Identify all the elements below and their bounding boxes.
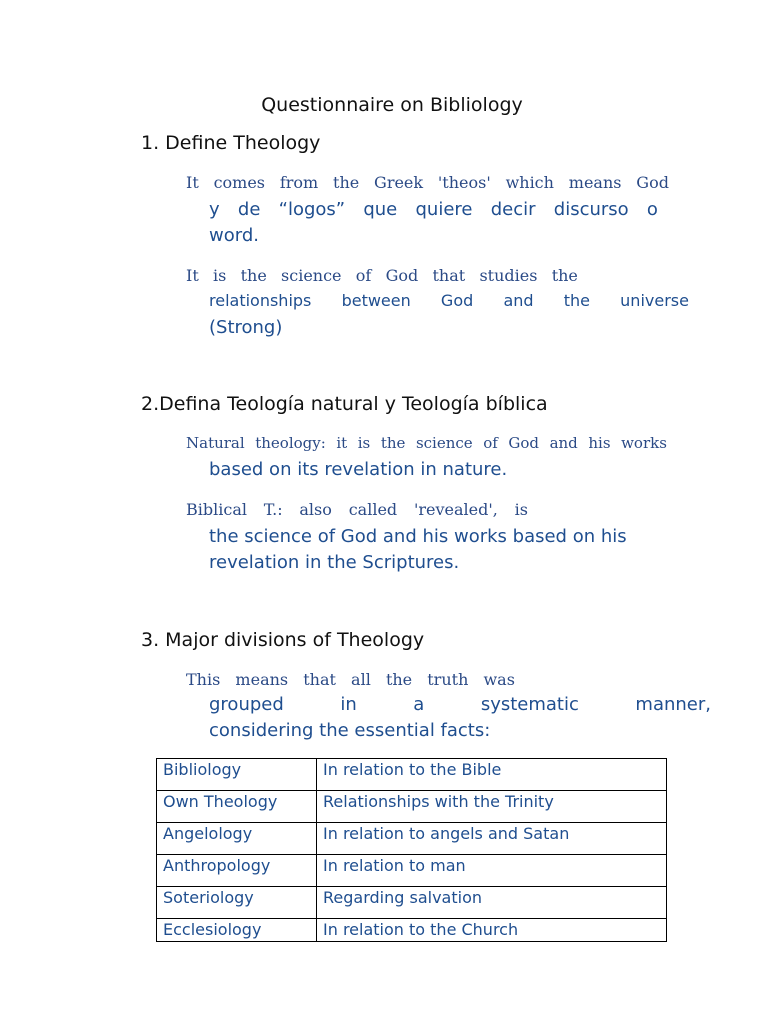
s1-p2-line3: (Strong) — [209, 317, 283, 338]
table-row — [157, 791, 667, 823]
table-row — [157, 823, 667, 855]
word: called — [348, 500, 398, 519]
page-title: Questionnaire on Bibliology — [261, 94, 523, 116]
section-2-heading: 2.Defina Teología natural y Teología bíblica — [141, 393, 548, 415]
division-description: In relation to angels and Satan — [317, 823, 667, 855]
division-description: Regarding salvation — [317, 887, 667, 919]
word: universe — [620, 291, 689, 310]
word: from — [279, 173, 319, 192]
word: T.: — [263, 500, 283, 519]
s1-p1-line3: word. — [209, 225, 259, 246]
word: It — [186, 266, 199, 285]
word: studies — [479, 266, 538, 285]
division-description: In relation to man — [317, 855, 667, 887]
word: the — [563, 291, 590, 310]
word: truth — [427, 670, 469, 689]
s3-p1-line2 — [209, 694, 711, 715]
word: and — [503, 291, 534, 310]
word: systematic — [480, 694, 579, 715]
table-row — [157, 759, 667, 791]
division-description: Relationships with the Trinity — [317, 791, 667, 823]
s1-p1-line2 — [209, 199, 658, 220]
word: is — [357, 434, 371, 452]
section-1-heading: 1. Define Theology — [141, 132, 321, 154]
word: Natural — [186, 434, 245, 452]
word: works — [621, 434, 667, 452]
word: a — [413, 694, 425, 715]
word: of — [355, 266, 372, 285]
s1-p2-line2 — [209, 291, 689, 310]
word: the — [240, 266, 267, 285]
word: “logos” — [278, 199, 346, 220]
word: science — [415, 434, 473, 452]
word: decir — [490, 199, 536, 220]
word: relationships — [209, 291, 312, 310]
table-row — [157, 887, 667, 919]
word: discurso — [553, 199, 629, 220]
word: of — [483, 434, 498, 452]
s2-p1-line2: based on its revelation in nature. — [209, 459, 508, 480]
division-description: In relation to the Church — [317, 919, 667, 942]
word: the — [333, 173, 360, 192]
word: was — [483, 670, 515, 689]
word: God — [385, 266, 419, 285]
word: theology: — [255, 434, 326, 452]
s1-p1-line1 — [186, 173, 669, 192]
section-3-heading: 3. Major divisions of Theology — [141, 629, 425, 651]
word: This — [186, 670, 221, 689]
word: that — [432, 266, 466, 285]
word: Greek — [374, 173, 424, 192]
word: de — [237, 199, 261, 220]
s2-p2-line2: the science of God and his works based on his — [209, 526, 627, 547]
word: y — [209, 199, 220, 220]
word: between — [341, 291, 411, 310]
word: the — [551, 266, 578, 285]
word: science — [281, 266, 342, 285]
s2-p2-line1 — [186, 500, 528, 519]
division-description: In relation to the Bible — [317, 759, 667, 791]
word: comes — [213, 173, 266, 192]
s2-p1-line1 — [186, 434, 667, 452]
s1-p2-line1 — [186, 266, 578, 285]
word: that — [303, 670, 336, 689]
word: quiere — [415, 199, 473, 220]
division-name: Anthropology — [157, 855, 317, 887]
word: God — [636, 173, 669, 192]
word: is — [213, 266, 227, 285]
division-name: Ecclesiology — [157, 919, 317, 942]
word: is — [514, 500, 528, 519]
word: all — [351, 670, 371, 689]
word: que — [363, 199, 398, 220]
word: and — [549, 434, 578, 452]
word: o — [646, 199, 658, 220]
division-name: Bibliology — [157, 759, 317, 791]
s3-p1-line3: considering the essential facts: — [209, 720, 491, 741]
table-row — [157, 855, 667, 887]
division-name: Soteriology — [157, 887, 317, 919]
word: also — [299, 500, 332, 519]
word: means — [235, 670, 289, 689]
word: 'revealed', — [413, 500, 498, 519]
word: manner, — [635, 694, 711, 715]
word: the — [385, 670, 413, 689]
word: his — [588, 434, 611, 452]
word: the — [380, 434, 406, 452]
s2-p2-line3: revelation in the Scriptures. — [209, 552, 460, 573]
table-row — [157, 919, 667, 942]
word: It — [186, 173, 199, 192]
word: God — [440, 291, 474, 310]
word: in — [340, 694, 357, 715]
division-name: Angelology — [157, 823, 317, 855]
word: means — [568, 173, 622, 192]
word: God — [508, 434, 540, 452]
word: Biblical — [186, 500, 247, 519]
word: it — [336, 434, 348, 452]
word: 'theos' — [437, 173, 491, 192]
theology-divisions-table — [156, 758, 667, 942]
word: grouped — [209, 694, 284, 715]
division-name: Own Theology — [157, 791, 317, 823]
s3-p1-line1 — [186, 670, 515, 689]
word: which — [505, 173, 554, 192]
